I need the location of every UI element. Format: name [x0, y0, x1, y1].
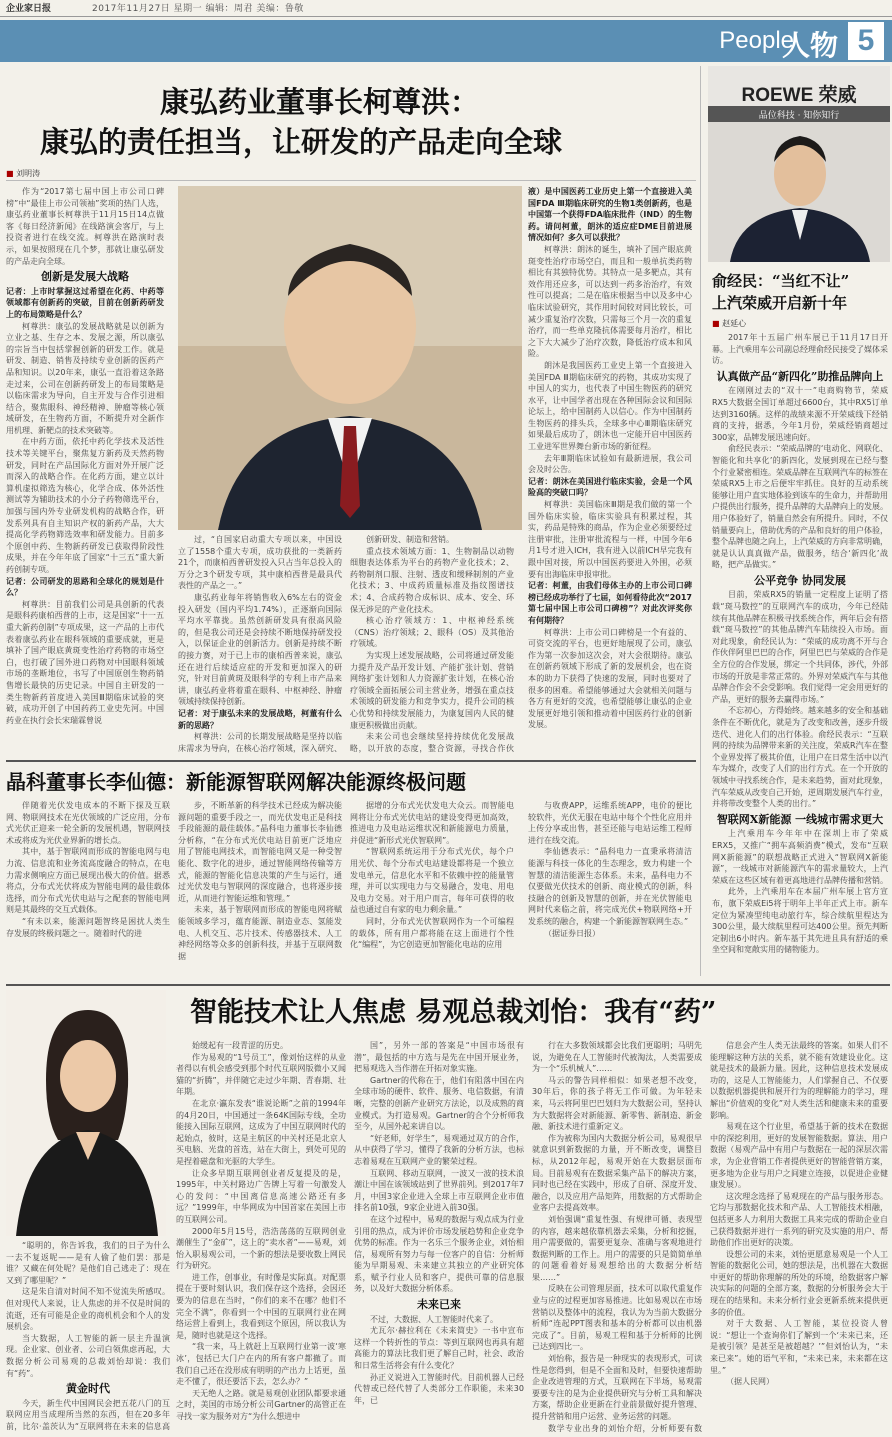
section-title-en: People — [719, 27, 794, 54]
paragraph: 让众多早期互联网创业者反复提及的是，1995年，中关村路边广告牌上写着一句激发人心的发问：“中国离信息高速公路还有多远？”1999年，中华网成为中国首家在美国上市的互联网公司。 — [176, 1168, 346, 1224]
paragraph: 行在大多数领域都会比我们更聪明；马明先说，为避免在人工智能时代被淘汰，人类需要成为一个“乐机械人”…… — [532, 1041, 702, 1074]
paragraph: 在这个过程中，易观的数据与观点成为行业引用的热点，成为评价市场发展趋势和企业竞争优势的标准。作为一名乐三个服务企业，刘怡相信，易观所有努力与每一位客户的自信：分析师能为早期易观、未来建立其独立的产业研究体系，赋予行业人员和客户，提供可靠的信息服务，以及好大数据分析体系。 — [354, 1214, 524, 1294]
paragraph: 过，“自国家启动重大专项以来，中国设立了1558个重大专项，成功获批的一类新药21个，而康柏西普研发投入只占当年总投入的万分之3个研发专项，其中康柏西普是最具代表性的产品之一。” — [178, 535, 342, 591]
subheading: 未来已来 — [417, 1298, 461, 1312]
paragraph: 未来公司也会继续坚持持续优化发展战略，以开放的态度，整合资源，寻找合作伙 — [350, 732, 514, 753]
paragraph: 反映在公司管理层面，技术可以取代重复作业与应的过程更加容易推进。比如易观以在市场营销以及整体中的流程，我认为为当前大数据分析师“连起PPT图表和基本的分析都可以由机器完成了”。目前，易观工程和基于分析师的比例已达到四比一。 — [532, 1284, 702, 1352]
article3-column-2 — [176, 1040, 346, 1434]
paragraph: 易观在这个行业里，希望基于新的技术在数据中的深挖利用，更好的发展智能数据。算法、用户数据（易观产品中有用户与数据在一起的深层次需求，为企业营销工作者提供更好的智能营销方案，更多地为企业与用户之间建立连接，以促进企业健康发展）。 — [710, 1122, 888, 1190]
sidebar-byline: ■ 赵延心 — [712, 318, 746, 329]
paragraph: 此外，上汽乘用车在本届广州车展上官方宣布，旗下荣威Ei5将于明年上半年正式上市。新车定位为紧凑型纯电动旅行车，综合续航里程达为300公里，最大续航里程可达400公里。预先判断定制出6小时内。新车基于其先进且具有舒适的乘坐空间和宽敞实用的储物能力。 — [712, 887, 888, 955]
paragraph: 为实现上述发展战略，公司将通过研发能力提升及产品开发计划、产能扩张计划、营销网络扩张计划和人力资源扩张计划，在核心治疗领域全面拓展公司主营业务，增强在重点技术领域的研发能力和竞争实力，提升公司的核心优势和持续发展能力，为康复国内人民的健康更积极做出贡献。 — [350, 650, 514, 730]
paragraph: 柯尊洪：美国临床Ⅲ期是我们做的第一个国外临床实验，临床实验具有积累过程，其实，药品是特殊的商品，作为企业必须要经过注册审批，注册审批流程与一样，中国今年6月1号才进入ICH，我有进入以前ICH早完我有跟中国对接，所以中国医药要进入外围，必须要有出海临床申报审批。 — [528, 500, 692, 579]
interview-question: 记者：朗沐在美国进行临床实验，会是一个风险高的突破口吗？ — [528, 476, 692, 498]
paragraph: 作为被称为国内大数据分析公司，易观很早就意识到新数据的力量，开不断改变，调整目标，从2012年起，易观开始在大数据层面布局。目前易观有在数据采集产品下的解决方案，同时也已经在实践中，形成了自研、深度开发、融合，以及应用产品矩阵，用数据的方式帮助企业客户去提高效率。 — [532, 1133, 702, 1213]
article1-column-3 — [350, 534, 514, 754]
sidebar-divider — [700, 66, 701, 976]
article2-column-1 — [6, 800, 170, 980]
page-number: 5 — [848, 22, 884, 60]
sidebar-headline-line1: 俞经民：“当红不让” — [712, 272, 850, 290]
subheading: 智联网X新能源 一线城市需求更大 — [716, 812, 884, 826]
paragraph: 马云的警告同样相似：如果老想不改变，30年后，你的孩子将无工作可做。为年轻未来，马云将阿里巴巴划归为大数据公司，坚持认为大数据将会对新能源、新零售、新制造、新金融、新技术进行重新定义。 — [532, 1075, 702, 1132]
paragraph: 天无绝人之路。就是易观创业团队都要求通之时，美国的市场分析公司Gartner的高管正在寻找一家为服务对方“为什么想进中 — [176, 1388, 346, 1421]
paragraph: 目前，荣威RX5的销量一定程度上证明了搭载“斑马数控”的互联网汽车的成功，今年已经陆续有其他品牌在积极寻找系统合作，两年后会有搭载“斑马数控”的其他品牌汽车陆续投入市场。面对此现象，俞经民认为：“荣威的成功离不开与合作伙伴阿里巴巴的合作，阿里巴巴与荣威的合作是全方位的合作发展，绑定一个共同体，涉代，外部市场的开放是非常正常的。外界对荣威汽车与其他品牌合作会不会受影响。我们觉得一定会用更好的产品，更好的服务去赢得市场。” — [712, 590, 888, 704]
paragraph: 伴随着光伏发电成本的不断下探及互联网、物联网技术在光伏领域的广泛应用，分布式光伏正迎来一轮全新的发展机遇，智联网技术或将成为光伏业界新的增长点。 — [6, 801, 170, 845]
paragraph: 当大数据，人工智能的新一层主升温演现。企业家、创业者、公司白领焦虑再起，大数据分析公司易观的总裁刘怡却说：我们有“药”。 — [6, 1333, 170, 1378]
interview-question: 记者：上市时掌握这过希望在化药、中药等领域都有创新药的突破，目前在创新药研发上的布局策略是什么？ — [6, 286, 164, 319]
article2-headline: 晶科董事长李仙德：新能源智联网解决能源终极问题 — [6, 770, 466, 794]
paragraph: 柯尊洪：目前我们公司是具创新的代表是眼科药康柏西普的上市，这是国家“十一五重大新药创制”专项成果，这一产品的上市代表着康弘药业在眼科领域的重要成就，更是填补了国产眼底黄斑变性治疗药物的市场空白，也打破了国外进口药物对中国眼科领域市场的垄断地位，书写了中国原创生物药销售增长最快的历史记录。中国自主研发的一类生物新药首度进入美国Ⅲ期临床试验的突破，成功开创了中国药药工业史先河。中国药业在执行会长宋瑞霖曾说 — [6, 599, 164, 725]
paragraph: 2017年十五届广州车展已于11月17日开幕。上汽乘用车公司副总经理俞经民接受了媒体采访。 — [712, 333, 888, 366]
subheading: 黄金时代 — [66, 1382, 110, 1396]
paragraph: 朗沐是我国医药工业史上第一个直接进入美国FDA Ⅲ期临床研究的药物，其成功实现了中国人的实力，也代表了中国生物医药的研究水平，让中国学者出现在各种国际会议和国际论坛上，给中国制药人以信心。作为中国制药生物医药的排头兵，全球多中心Ⅲ期临床研究如果最后成功了，朗沐也一定能开启中国医药工业进军世界舞台新市场的新征程。 — [528, 360, 692, 452]
subheading: 创新是发展大战略 — [41, 270, 129, 284]
paragraph: 康弘药业每年将销售收入6%左右的资金投入研发（国内平均1.74%），正逐渐向国际平均水平靠拢。虽然创新研发具有很高风险的，但是我公司还是会持续不断地保持研发投入，以保证企业的创新活力。创新是持续不断的接力赛，对于已上市的康柏西普来说，康弘还在进行后续适应症的开发和更加深入的研究，针对目前黄斑及眼科学的专利上市产品来讲，康弘药业将着重在眼科、中枢神经、肿瘤领域持续保持创新。 — [178, 592, 342, 707]
issue-meta: 2017年11月27日 星期一 编辑：周君 美编：鲁敬 — [92, 4, 304, 14]
article1-headline-line2: 康弘的责任担当，让研发的产品走向全球 — [40, 125, 563, 159]
subheading: 公平竞争 协同发展 — [754, 573, 846, 587]
header-rule — [0, 16, 892, 17]
paragraph: 不过，大数据、人工智能时代来了。 — [370, 1314, 498, 1324]
interview-question: 记者：公司研发的思路和全球化的规划是什么？ — [6, 576, 164, 598]
portrait-image — [6, 990, 166, 1236]
paragraph: 核心治疗领域方：1、中枢神经系统（CNS）治疗领域；2、眼科（OS）及其他治疗领域。 — [350, 616, 514, 649]
article1-column-2 — [178, 534, 342, 754]
sidebar-body — [712, 332, 888, 980]
paragraph: 创新研发、制造和营销。 — [366, 535, 454, 544]
page-header — [0, 0, 892, 14]
article3-column-3 — [354, 1040, 524, 1434]
article1-byline: ■ 刘明涛 — [6, 168, 40, 179]
paragraph: 设想公司的未来，刘怡更愿意易观是一个人工智能的数据化公司，她的想法是，出机器在大数据中更好的帮助你理解的所处的环境，给数据客户解决实际的问题的全部方案，数据的分析服务会大于现在的结果和。未来分析行业会更新系统来提供更多的价值。 — [710, 1249, 888, 1317]
article1-headline-line1: 康弘药业董事长柯尊洪： — [160, 85, 480, 119]
paragraph: “有未以来，能源问题智终是困扰人类生存发展的终极问题之一。随着时代的进 — [6, 916, 170, 938]
paragraph: 在刚刚过去的“双十一”电商购物节，荣威RX5大数据全国订单超过6600台，其中RX5订单达到3160辆。这样的战绩来源不开荣威线下经销商的支持，据悉，今年1月份，荣威经销商超过300家，品牌发展迅速向好。 — [712, 386, 888, 442]
article1-photo — [178, 186, 522, 530]
section-title-zh: 人物 — [781, 29, 838, 62]
paragraph: 不忘初心，方得始终。越来越多的安全和基础条件在不断优化，就是为了改变和改善，逐步升级迭代、进化人们的出行体验。俞经民表示：“互联网的持续为品牌带来新的关注度，荣威R汽车在整个业界发挥了极其价值，让用户在日常生活中以汽车为媒介，改变了人们的出行方式。在一个开放的领域中寻找系统合作，是未来趋势，面对此现象，汽车荣威从改变自己开始，逆周期发展汽车行业，并将带改变整个人类的出行。” — [712, 706, 888, 809]
paragraph: 在北京·瀛东发表“谁说论断”之前的1994年的4月20日，中国通过一条64K国际专线，全功能接入国际互联网，这成为了中国互联网时代的起始点，彼时，这是主航区的中关村还是北京人买电脑、光盘的首选，站在大街上，到处可见的是捏着磁盘和光驱的大学生。 — [176, 1098, 346, 1166]
paragraph: 国”，另外一部的答案是“中国市场很有潜”，最包括的中方选与是先在中国开展业务，把易观选入当作潜在开拓对象实施。 — [354, 1041, 524, 1074]
paragraph: （据人民网） — [726, 1377, 774, 1387]
paragraph: “好老师，好学生”，易观通过双方的合作，从中获得了学习，懂得了我新的分析方法，也标志着易观在互联网产业的繁荣过程。 — [354, 1133, 524, 1166]
paragraph: 这是朱自清对时间不知不觉流失所感叹。但对现代人来说，让人焦虑的并不仅是时间的流逝，还有可能是企业的商机机会和个人的发展机会。 — [6, 1287, 170, 1332]
paragraph: 2000年5月15号，浩浩荡荡的互联网创业潮催生了“金矿”，这上的“卖水者”——易观，刘怡入职易观公司，一个新的想法是要收数上网民行为研究。 — [176, 1226, 346, 1271]
article2-column-4 — [528, 800, 692, 980]
paragraph: 李仙德表示：“晶科电力一直秉承将清洁能源与科技一体化的生态理念，致力构建一个智慧的清洁能源生态体系。未来，晶科电力不仅要做光伏技术的创新、商业模式的创新，科技融合的创新及智慧的创新，并在光伏智能电网时代来临之前，将完成光伏+物联网络+开发系统的融合，构建一个新能源智联网生态。” — [528, 847, 692, 926]
article1-rule — [6, 180, 696, 181]
paragraph: 俞经民表示：“荣威品牌的‘电动化、网联化、智能化和共享化’的新四化，发展到现在已经与整个行业紧密相连。荣威品牌在互联网汽车的标签在荣威RX5上市之后便牢牢抓住。良好的互动系统能够让用户直实地体验到该车的生命力，并帮助用户提供出行服务，提升品牌的大品牌向上的发展。用户体验好了，销量自然会有所提升。同时，不仅销量要向上，借助优秀的产品和良好的用户体验，整个品牌也随之向上，上汽荣威的方向非常明确，就是认认真真做产品，做服务，结合‘新四化’战略，把产品做实。” — [712, 444, 888, 570]
paragraph: 柯尊洪：康弘的发展战略就是以创新为立业之基、生存之本、发展之源，所以康弘的宗旨当中包括掌握创新的研发工作。就是研发、制造、销售及持续专业创新的医药产品和知识。以20年来，康弘一直沿着这条路走过来，公司在创新药研发上的布局策略是以临床需求为导向，自主开发与合作引进相结合，聚焦眼科、神经精神、肿瘤等核心领域研发，在生物药方面，不断提升对全新作用机理、新靶点的技术突破等。 — [6, 321, 164, 435]
paragraph: 数学专业出身的刘怡介绍，分析师要有数 — [548, 1423, 702, 1433]
sidebar-photo — [708, 66, 890, 262]
paragraph: 信息会产生人类无法最终的答案。如果人们不能理解这种方法的关系，就不能有效建设业化。这就是技术的最新力量。因此，这种信息技术发展成功的，这是人工智能能力，人们掌握自己、不仅要以数据机器提供和展开行为的理解能力的学习，理解出“价值观的变化”对人类生活和健康未来的重要影响。 — [710, 1041, 888, 1120]
article3-top-rule — [6, 984, 890, 986]
article3-column-5 — [710, 1040, 888, 1434]
paragraph: 柯尊洪：朗沐的诞生，填补了国产眼底黄斑变性治疗市场空白，而且和一般单抗类药物相比有其独特优势。其特点一是多靶点，其有效作用还应多，可以达到一药多治治疗，有效性可以提高；二是在临床根据当中以及多中心临床试验研究，其作用时间较对同比较长，可减少重复治疗次数，只需每三个月一次的重复治疗，而一些单克隆抗体需要每月治疗，相比之下大大减少了治疗次数，降低治疗成本和风险。 — [528, 244, 692, 359]
article2-column-3 — [350, 800, 514, 980]
paragraph: 这次理念选择了易观现在的产品与服务形态。它均与那数据化技术和产品、人工智能技术相融，包括更多人力利用大数据工具来完成的帮助企业自己获得数据并进行一系列的研究及实施的用户、帮助他们作出更好的决策。 — [710, 1191, 888, 1248]
paragraph: 同时，分布式光伏智联网作为一个可编程的载体，所有用户都将能在这上面进行个性化“编程”，为它创造更加智能化电站的应用 — [350, 916, 514, 950]
paragraph: 重点技术领域方面：1、生物制品以动物细胞表达体系为平台的药物产业化技术；2、药物制剂口服、注射、透皮和缓释制剂的产业化技术；3、中成药质量标准及指纹图谱技术；4、合成药物合成标识、成本、安全、环保无涉足的产业化技术。 — [350, 546, 514, 614]
paragraph: 对于大数据、人工智能，某位投资人曾说：“想让一个查询你们了解到一个‘未来已来，还是被引领？是甚至是被超越？’”但刘怡认为，“未来已来”。她的语气平和，“未来已来，未来都在这里。” — [710, 1319, 888, 1375]
paragraph: 孙正义说进入工智能时代。目前机器人已经代替或已经代替了人类部分工作职能，未来30年，已 — [354, 1372, 524, 1405]
portrait-image — [708, 122, 890, 262]
roewe-logo: ROEWE 荣威 — [741, 85, 857, 106]
paragraph: 柯尊洪：公司的长期发展战略是坚持以临床需求为导向，在核心治疗领域，深入研究、 — [178, 732, 342, 753]
article1-column-4 — [528, 186, 692, 754]
photo-caption: “聪明的，你告诉我，我们的日子为什么一去不复返呢——是有人偷了他们罢：那是谁？又藏在何处呢？是他们自己逃走了：现在又到了哪里呢？” — [6, 1241, 170, 1285]
interview-question: 记者：对于康弘未来的发展战略，柯董有什么新的思路？ — [178, 708, 342, 730]
paragraph: 刘怡强调“重复性强、有规律可循、表现型的内容，越来越依靠机器去采集，分析和挖掘，用户需要做的，需要更复杂、准确与客观地进行数据判断的工作上。用户的需要的只是简简单单的问题看着好易观想给出的大数据分析结果……” — [532, 1214, 702, 1282]
paragraph: 刘怡称，报告是一种现实的表现形式，可读性是您得到，但是不全面和及时，但要快速帮助企业改进管理的方式，互联网在下半场，易观需要要专注的是为企业提供研究与分析工具和解决方案，帮助企业更新在行业前景做好提升管理、提升营销和用户运营、业务运营的问题。 — [532, 1354, 702, 1421]
article2-column-2 — [178, 800, 342, 980]
section-band — [0, 20, 892, 62]
paragraph: 始缓起有一段青涩的历史。 — [192, 1041, 288, 1050]
paragraph: 进工作，创事业，有时像是实际真。对配票提在于要时刻认识，我们保存这个选择，会因还要为的信息在当时，“你们的来不在哪？他们不完全不满”，你看到一个中国的互联网行业在网络运营上看到上，我看到这个原因，所以我认为是，随时也就是这个选择。 — [176, 1272, 346, 1340]
article3-column-4 — [532, 1040, 702, 1434]
paragraph: 尤瓦尔·赫拉利在《未来简史》一书中宣布这样一个转折性的节点：等到互联网也再具有超高能力的算法比我们更了解自己时，社会、政治和日常生活将会有什么变化？ — [354, 1326, 524, 1371]
roewe-slogan: 品位科技 · 知你知行 — [708, 106, 890, 123]
paragraph: （据证券日报） — [544, 928, 600, 938]
article3-photo — [6, 990, 166, 1236]
paragraph: “我一来，马上就赶上互联网行业第一波‘寒冰’，包括已大门户在内的所有客户都撤了。而我们自己还在没形成有明明的产出力上话更，虽走不懂了，很还要活下去，怎么办？” — [176, 1342, 346, 1387]
paragraph: 柯尊洪：上市公司口碑榜是一个有益的、可资交流的平台，也更好地展现了公司，康弘作为第一次参加这次会，对大会很期待。康弘在创新药领域下形成了新的发展机会，也在资本的助力下获得了快速的发展，同时也要对了很多的困难。希望能够通过大会就相关问题与各方有更好的交流，也希望能够让康弘的企业发展更好地引领和推动着中国医药行业的创新发展。 — [528, 627, 692, 730]
paragraph: 作为“2017第七届中国上市公司口碑榜”中“最佳上市公司领袖”奖项的热门人选，康弘药业董事长柯尊洪于11月15日14点做客《每日经济新闻》在线路演会客厅，与上投资者进行在线交流。柯尊洪在路演时表示，如果按照现在几个梦，那就让康弘研发的产品走向全球。 — [6, 187, 164, 266]
subheading: 认真做产品“新四化”助推品牌向上 — [716, 369, 884, 383]
paragraph: 作为易观的“1号员工”，像刘怡这样的从业者得以有机会感受到那个时代互联网版微小又闻猫的“折腾”，并伴随它走过少年期、青春期、壮年期。 — [176, 1052, 346, 1097]
paragraph: 步，不断革新的科学技术已经成为解决能源问题的重要手段之一，而光伏发电正是科技手段能源的最佳载体。”晶科电力董事长李仙德分析称，“在分布式光伏电站目前更广泛地应用了智能电网技术，而智能电网又是一种受智能化、数字化的进步，通过智能网络传输等方式，能源的智能化信息决策的产生与运行，通过光伏发电与智联网的深度融合，也将逐步接近，从而进行智能运维和管理。” — [178, 801, 342, 903]
article3-headline: 智能技术让人焦虑 易观总裁刘怡：我有“药” — [190, 997, 717, 1028]
portrait-image — [178, 186, 522, 530]
paragraph: 今天，新生代中国网民会把五花八门的互联网应用当成理所当然的东西，但在20多年前，比尔·盖茨认为“互联网将在未来的信息高 — [6, 1398, 170, 1431]
article1-column-1 — [6, 186, 164, 754]
sidebar-headline-line2: 上汽荣威开启新十年 — [712, 294, 848, 312]
paragraph: 其中，基于智联网而形成的智能电网与电力流、信息流和业务流高度融合的特点，在电力需求侧响应方面已展现出极大的价值。据悉将点，分布式光伏将成为智能电网的最佳载体选择，而分布式光伏电站与之配套的智能电网则是其最终的交互式载体。 — [6, 847, 170, 915]
paragraph: Gartner的代称在于，他们有阻落中国在内全球市场的硬件、软件、服务、电信数据，有清晰，完整的创新产业研究方法论，以及成熟的商业模式。为打造易观。Gartner的合个分析师我至今，从国外起来讲自以。 — [354, 1075, 524, 1132]
paper-name: 企业家日报 — [6, 4, 52, 14]
paragraph: 未来，基于智联网而形成的智能电网将赋能领域多学习，蕴育能源、制造业态、氢能发电、人机交互、芯片技术、传感器技术、人工神经网络等众多的创新科技，并基于互联网数据 — [178, 905, 342, 961]
paragraph: 上汽乘用车今年年中在深圳上市了荣威ERX5，又推广“拥车高频消费”模式，发布“互联网X新能源”的联想战略正式进入“智联网X新能源”，一线城市对新能源汽车的需求量较大，上汽荣威在这些区域有着更高地进行品牌传播和营销。 — [712, 829, 888, 885]
paragraph: 与收费APP，运维系统APP，电价的便比较软件，光伏无服在电站中每个个性化应用并上传分享或出售，甚至还能与电站运维工程师进行在线交流。 — [528, 801, 692, 845]
paragraph: 互联网、移动互联网，一波又一波的技术浪潮让中国在该领域站到了世界前列。到2017年7月，中国3家企业进入全球上市互联网企业市值排名前10强，9家企业进入前30强。 — [354, 1168, 524, 1213]
paragraph: 据增的分布式光伏发电大众云。而智能电网将让分布式光伏电站的建设变得更加高效，推进电力及电站运维状况和新能源电力质量，并促进“新形式光伏智联网”。 — [350, 801, 514, 845]
interview-question: 记者：柯董，由我们母体主办的上市公司口碑榜已经成功举行了七届，如何看待此次“2017第七届中国上市公司口碑榜”？对此次评奖你有何期待？ — [528, 581, 692, 625]
paragraph: 在中药方面，依托中药化学技术及活性技术等关键平台，聚焦复方新药及天然药物研发，同时在产品国际化方面对外开展广泛而深入的战略合作。在化药方面，建立以计算机虚拟筛选为核心，化学合成、体外活性测试等为辅助技术的小分子药物筛选平台，加强与国内外专业研发机构的战略合作，研发系列具有自主知识产权的新药产品，大大提高化学药物筛选效率和研发能力。目前多个原创中药、生物新药研发已获取得阶段性成果，并在今年年底了国家“十三五”重大新药创制专项。 — [6, 437, 164, 574]
article2-top-rule — [6, 760, 696, 762]
article3-left-column — [6, 1240, 170, 1434]
paragraph: “智联网系统运用于分布式光伏，每个户用光伏、每个分布式电站建设都将是一个独立发电单元，信息化水平和不依赖中控的能量管理，并可以实现电力与交易融合，发电、用电及电力交易。对于用户而言，每年可获得的收益也通过自有家的电力剩余量。” — [350, 847, 514, 915]
paragraph: 去年Ⅲ期临床试验如有最新进展，我公司会及时公告。 — [528, 453, 692, 475]
interview-question: 液）是中国医药工业历史上第一个直接进入美国FDA Ⅲ期临床研究的生物1类创新药，也是中国第一个获得FDA临床批件（IND）的生物药。请问柯董，朗沐的适应症DME目前进展情况如何？多久可以获批？ — [528, 187, 692, 243]
